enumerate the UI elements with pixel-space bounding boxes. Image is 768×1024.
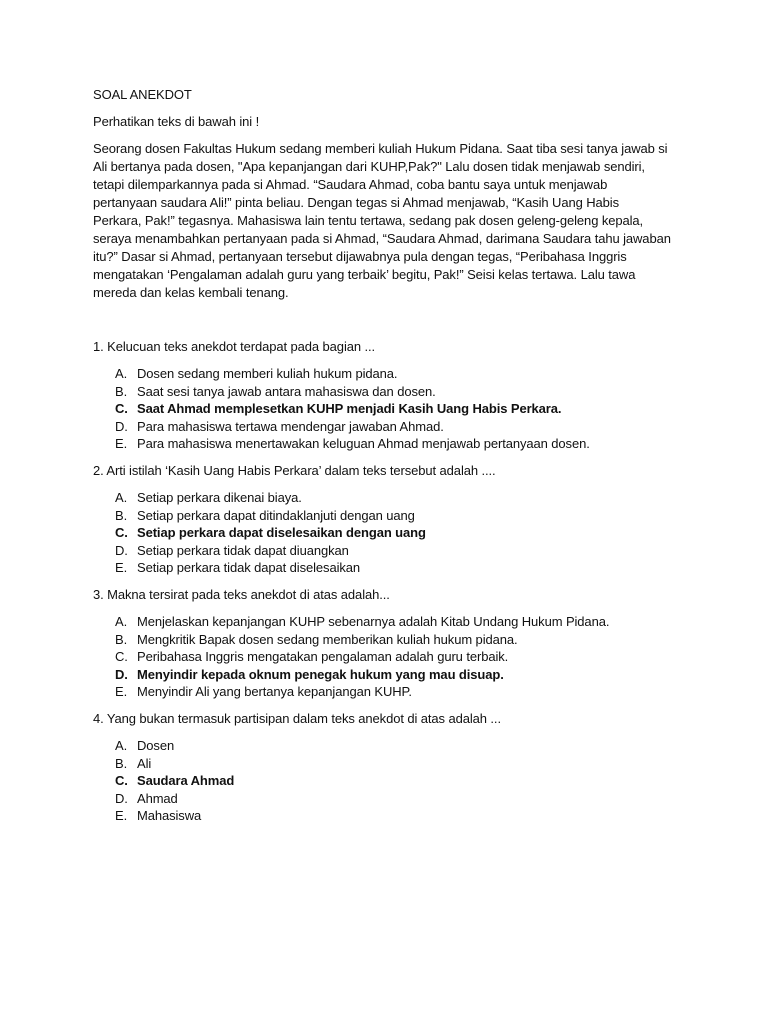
option-letter: A. xyxy=(115,613,128,629)
option-text: Saudara Ahmad xyxy=(137,773,235,789)
option-letter: E. xyxy=(115,684,128,700)
option-item xyxy=(93,666,700,684)
option-letter: A. xyxy=(115,366,128,381)
option-text: Ahmad xyxy=(137,790,178,806)
option-item xyxy=(93,365,700,383)
option-text: Setiap perkara dikenai biaya. xyxy=(137,489,302,505)
question-text: 3. Makna tersirat pada teks anekdot di atas adalah... xyxy=(93,586,390,602)
option-list xyxy=(93,613,700,701)
passage-line: mengatakan ‘Pengalaman adalah guru yang terbaik’ begitu, Pak!” Seisi kelas tertawa. Lalu tawa xyxy=(93,267,636,282)
option-letter: B. xyxy=(115,383,128,399)
option-text: Para mahasiswa tertawa mendengar jawaban Ahmad. xyxy=(137,418,444,434)
option-list xyxy=(93,737,700,825)
passage-line: Seorang dosen Fakultas Hukum sedang memberi kuliah Hukum Pidana. Saat tiba sesi tanya jawab si xyxy=(93,141,668,156)
option-item xyxy=(93,683,700,701)
option-letter: D. xyxy=(115,790,128,806)
option-list xyxy=(93,365,700,453)
passage-line: itu?” Dasar si Ahmad, pertanyaan tersebut dijawabnya pula dengan tegas, “Peribahasa Inggris xyxy=(93,249,627,264)
option-text: Dosen sedang memberi kuliah hukum pidana. xyxy=(137,366,398,381)
option-item xyxy=(93,559,700,577)
option-text: Menyindir kepada oknum penegak hukum yang mau disuap. xyxy=(137,666,504,682)
option-text: Menyindir Ali yang bertanya kepanjangan KUHP. xyxy=(137,684,412,700)
option-letter: B. xyxy=(115,755,128,771)
option-text: Para mahasiswa menertawakan keluguan Ahmad menjawab pertanyaan dosen. xyxy=(137,436,590,452)
option-text: Menjelaskan kepanjangan KUHP sebenarnya adalah Kitab Undang Hukum Pidana. xyxy=(137,613,610,629)
option-letter: D. xyxy=(115,666,128,682)
option-text: Setiap perkara tidak dapat diuangkan xyxy=(137,542,349,558)
option-letter: A. xyxy=(115,489,128,505)
option-text: Mengkritik Bapak dosen sedang memberikan kuliah hukum pidana. xyxy=(137,631,518,647)
passage-line: tetapi dilemparkannya pada si Ahmad. “Saudara Ahmad, coba bantu saya untuk menjawab xyxy=(93,177,608,192)
option-letter: C. xyxy=(115,401,128,417)
option-item xyxy=(93,755,700,773)
passage-line: pertanyaan saudara Ali!” pinta beliau. Dengan tegas si Ahmad menjawab, “Kasih Uang Habis xyxy=(93,195,619,210)
instruction-text: Perhatikan teks di bawah ini ! xyxy=(93,114,260,129)
option-letter: A. xyxy=(115,737,128,753)
option-item xyxy=(93,542,700,560)
option-letter: E. xyxy=(115,436,128,452)
option-text: Peribahasa Inggris mengatakan pengalaman adalah guru terbaik. xyxy=(137,649,509,665)
question-4 xyxy=(93,710,700,825)
option-letter: C. xyxy=(115,649,128,665)
option-item xyxy=(93,772,700,790)
option-text: Dosen xyxy=(137,737,175,753)
option-letter: D. xyxy=(115,542,128,558)
option-item xyxy=(93,524,700,542)
option-letter: B. xyxy=(115,507,128,523)
question-3 xyxy=(93,586,700,701)
option-item xyxy=(93,613,700,631)
document-title: SOAL ANEKDOT xyxy=(93,87,192,102)
option-text: Mahasiswa xyxy=(137,808,202,824)
option-item xyxy=(93,489,700,507)
option-letter: D. xyxy=(115,418,128,434)
option-list xyxy=(93,489,700,577)
question-text: 2. Arti istilah ‘Kasih Uang Habis Perkara’ dalam teks tersebut adalah .... xyxy=(93,462,496,478)
question-2 xyxy=(93,462,700,577)
passage-line: Ali bertanya pada dosen, "Apa kepanjangan dari KUHP,Pak?" Lalu dosen tidak menjawab sendiri, xyxy=(93,159,645,174)
question-text: 1. Kelucuan teks anekdot terdapat pada bagian ... xyxy=(93,339,376,354)
option-letter: B. xyxy=(115,631,128,647)
option-item xyxy=(93,435,700,453)
option-item xyxy=(93,648,700,666)
option-item xyxy=(93,400,700,418)
question-1 xyxy=(93,338,700,453)
option-text: Setiap perkara tidak dapat diselesaikan xyxy=(137,560,361,576)
option-item xyxy=(93,790,700,808)
option-item xyxy=(93,507,700,525)
option-text: Setiap perkara dapat diselesaikan dengan uang xyxy=(137,525,426,541)
option-item xyxy=(93,383,700,401)
passage-line: Perkara, Pak!” tegasnya. Mahasiswa lain tentu tertawa, sedang pak dosen geleng-geleng kepala, xyxy=(93,213,644,228)
option-text: Ali xyxy=(137,755,152,771)
option-letter: E. xyxy=(115,560,128,576)
option-item xyxy=(93,631,700,649)
option-item xyxy=(93,807,700,825)
option-letter: C. xyxy=(115,773,128,789)
option-item xyxy=(93,418,700,436)
passage-line: seraya menambahkan pertanyaan pada si Ahmad, “Saudara Ahmad, darimana Saudara tahu jawaban xyxy=(93,231,671,246)
option-letter: E. xyxy=(115,808,128,824)
option-text: Setiap perkara dapat ditindaklanjuti dengan uang xyxy=(137,507,415,523)
question-list xyxy=(93,338,700,825)
anecdote-passage xyxy=(93,140,700,302)
option-text: Saat Ahmad memplesetkan KUHP menjadi Kasih Uang Habis Perkara. xyxy=(137,401,562,417)
option-item xyxy=(93,737,700,755)
question-text: 4. Yang bukan termasuk partisipan dalam teks anekdot di atas adalah ... xyxy=(93,710,501,726)
passage-line: mereda dan kelas kembali tenang. xyxy=(93,285,289,300)
option-letter: C. xyxy=(115,525,128,541)
option-text: Saat sesi tanya jawab antara mahasiswa dan dosen. xyxy=(137,383,436,399)
